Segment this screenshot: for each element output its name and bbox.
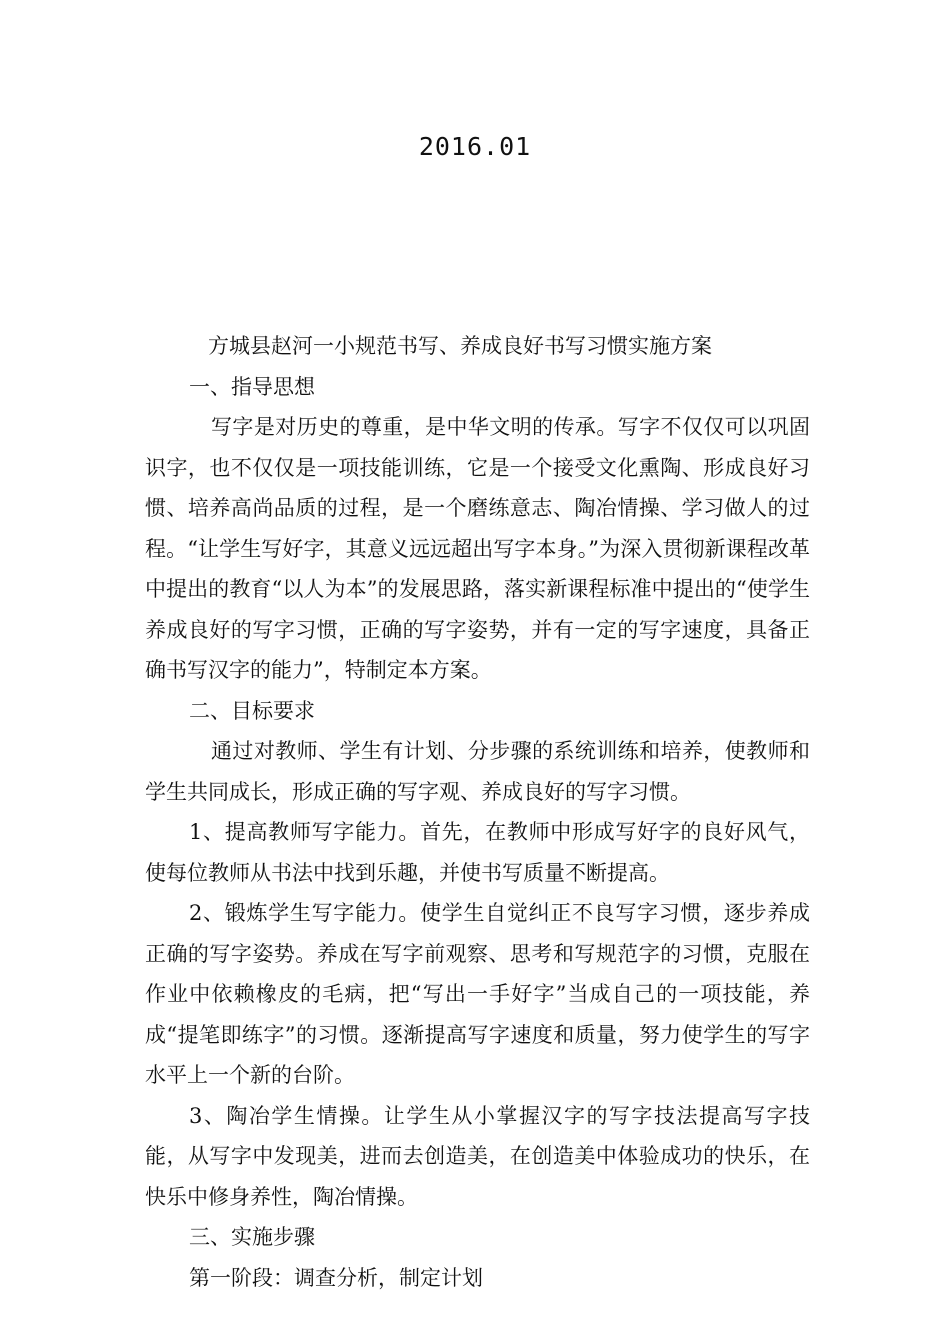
paragraph-goal-teachers: 1、提高教师写字能力。首先，在教师中形成写好字的良好风气，使每位教师从书法中找到乐趣，并使书写质量不断提高。 (145, 820, 810, 885)
section-heading-goals: 二、目标要求 (189, 698, 315, 723)
section-heading-steps: 三、实施步骤 (189, 1225, 315, 1249)
paragraph-goals-intro: 通过对教师、学生有计划、分步骤的系统训练和培养，使教师和学生共同成长，形成正确的写字观、养成良好的写字习惯。 (145, 739, 810, 804)
section-heading-guiding-ideology: 一、指导思想 (189, 374, 315, 399)
paragraph-goal-students: 2、锻炼学生写字能力。使学生自觉纠正不良写字习惯，逐步养成正确的写字姿势。养成在写字前观察、思考和写规范字的习惯，克服在作业中依赖橡皮的毛病，把“写出一手好字”当成自己的一项技能，养成“提笔即练字”的习惯。逐渐提高写字速度和质量，努力使学生的写字水平上一个新的台阶。 (145, 901, 810, 1087)
stage-heading-first: 第一阶段：调查分析，制定计划 (189, 1265, 483, 1290)
document-title: 方城县赵河一小规范书写、养成良好书写习惯实施方案 (208, 334, 712, 358)
paragraph-goal-character: 3、陶冶学生情操。让学生从小掌握汉字的写字技法提高写字技能，从写字中发现美，进而去创造美，在创造美中体验成功的快乐，在快乐中修身养性，陶冶情操。 (145, 1103, 810, 1209)
paragraph-guiding-ideology: 写字是对历史的尊重，是中华文明的传承。写字不仅仅可以巩固识字，也不仅仅是一项技能训练，它是一个接受文化熏陶、形成良好习惯、培养高尚品质的过程，是一个磨练意志、陶冶情操、学习做人的过程。“让学生写好字，其意义远远超出写字本身。”为深入贯彻新课程改革中提出的教育“以人为本”的发展思路，落实新课程标准中提出的“使学生养成良好的写字习惯，正确的写字姿势，并有一定的写字速度，具备正确书写汉字的能力”，特制定本方案。 (145, 415, 810, 682)
document-body (145, 326, 810, 1298)
document-date: 2016.01 (418, 132, 532, 161)
